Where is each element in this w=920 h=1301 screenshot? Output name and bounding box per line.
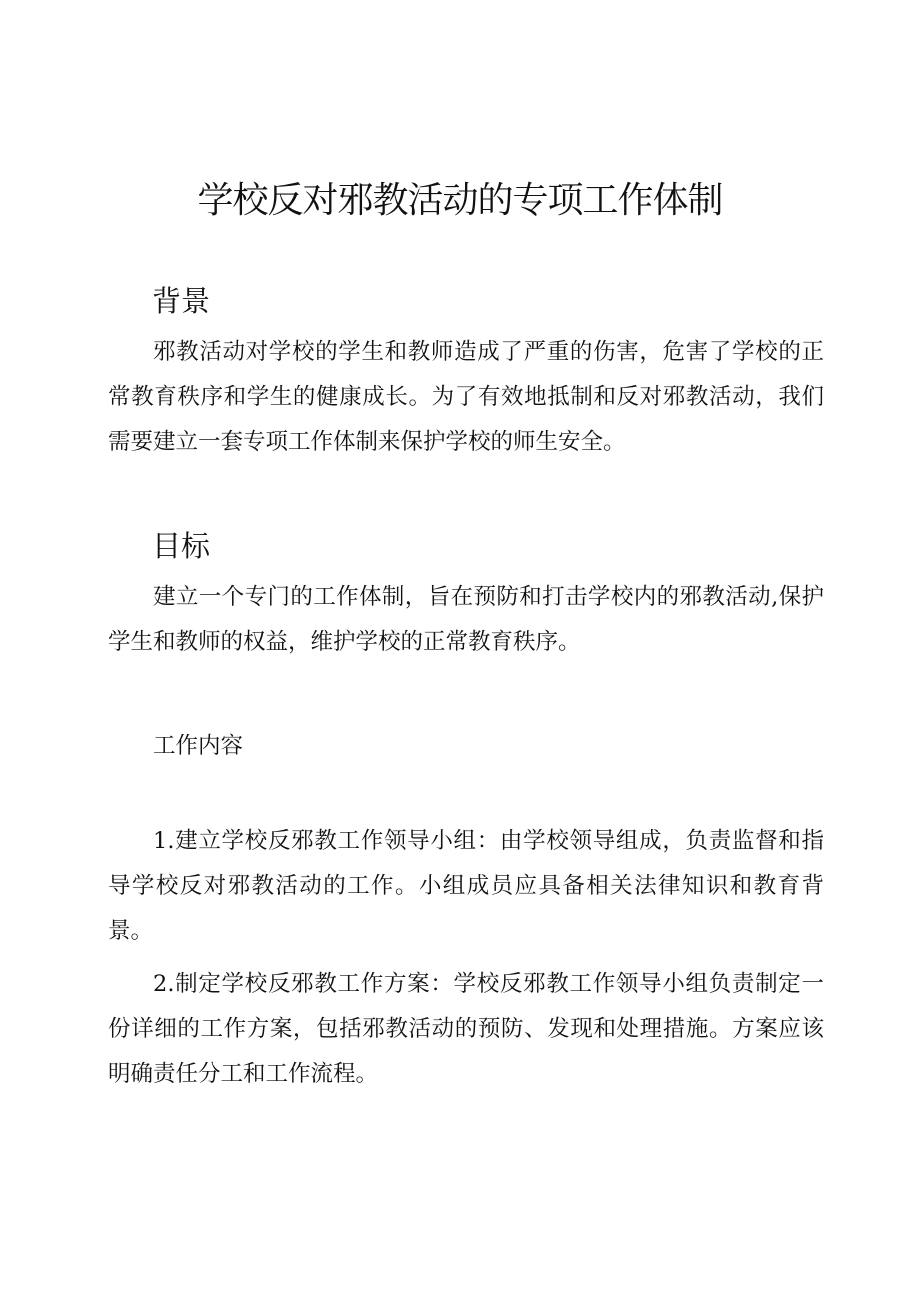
work-content-heading: 工作内容	[153, 733, 244, 759]
document-title: 学校反对邪教活动的专项工作体制	[197, 180, 723, 221]
section-paragraph-background: 邪教活动对学校的学生和教师造成了严重的伤害，危害了学校的正常教育秩序和学生的健康成长。为了有效地抵制和反对邪教活动，我们需要建立一套专项工作体制来保护学校的师生安全。	[108, 339, 824, 455]
section-paragraph-goal: 建立一个专门的工作体制，旨在预防和打击学校内的邪教活动,保护学生和教师的权益，维护学校的正常教育秩序。	[108, 584, 824, 655]
work-item-2: 2.制定学校反邪教工作方案：学校反邪教工作领导小组负责制定一份详细的工作方案，包括邪教活动的预防、发现和处理措施。方案应该明确责任分工和工作流程。	[108, 971, 824, 1087]
work-item-1: 1.建立学校反邪教工作领导小组：由学校领导组成，负责监督和指导学校反对邪教活动的工作。小组成员应具备相关法律知识和教育背景。	[108, 828, 824, 944]
section-heading-background: 背景	[152, 284, 211, 318]
section-heading-goal: 目标	[152, 529, 211, 563]
